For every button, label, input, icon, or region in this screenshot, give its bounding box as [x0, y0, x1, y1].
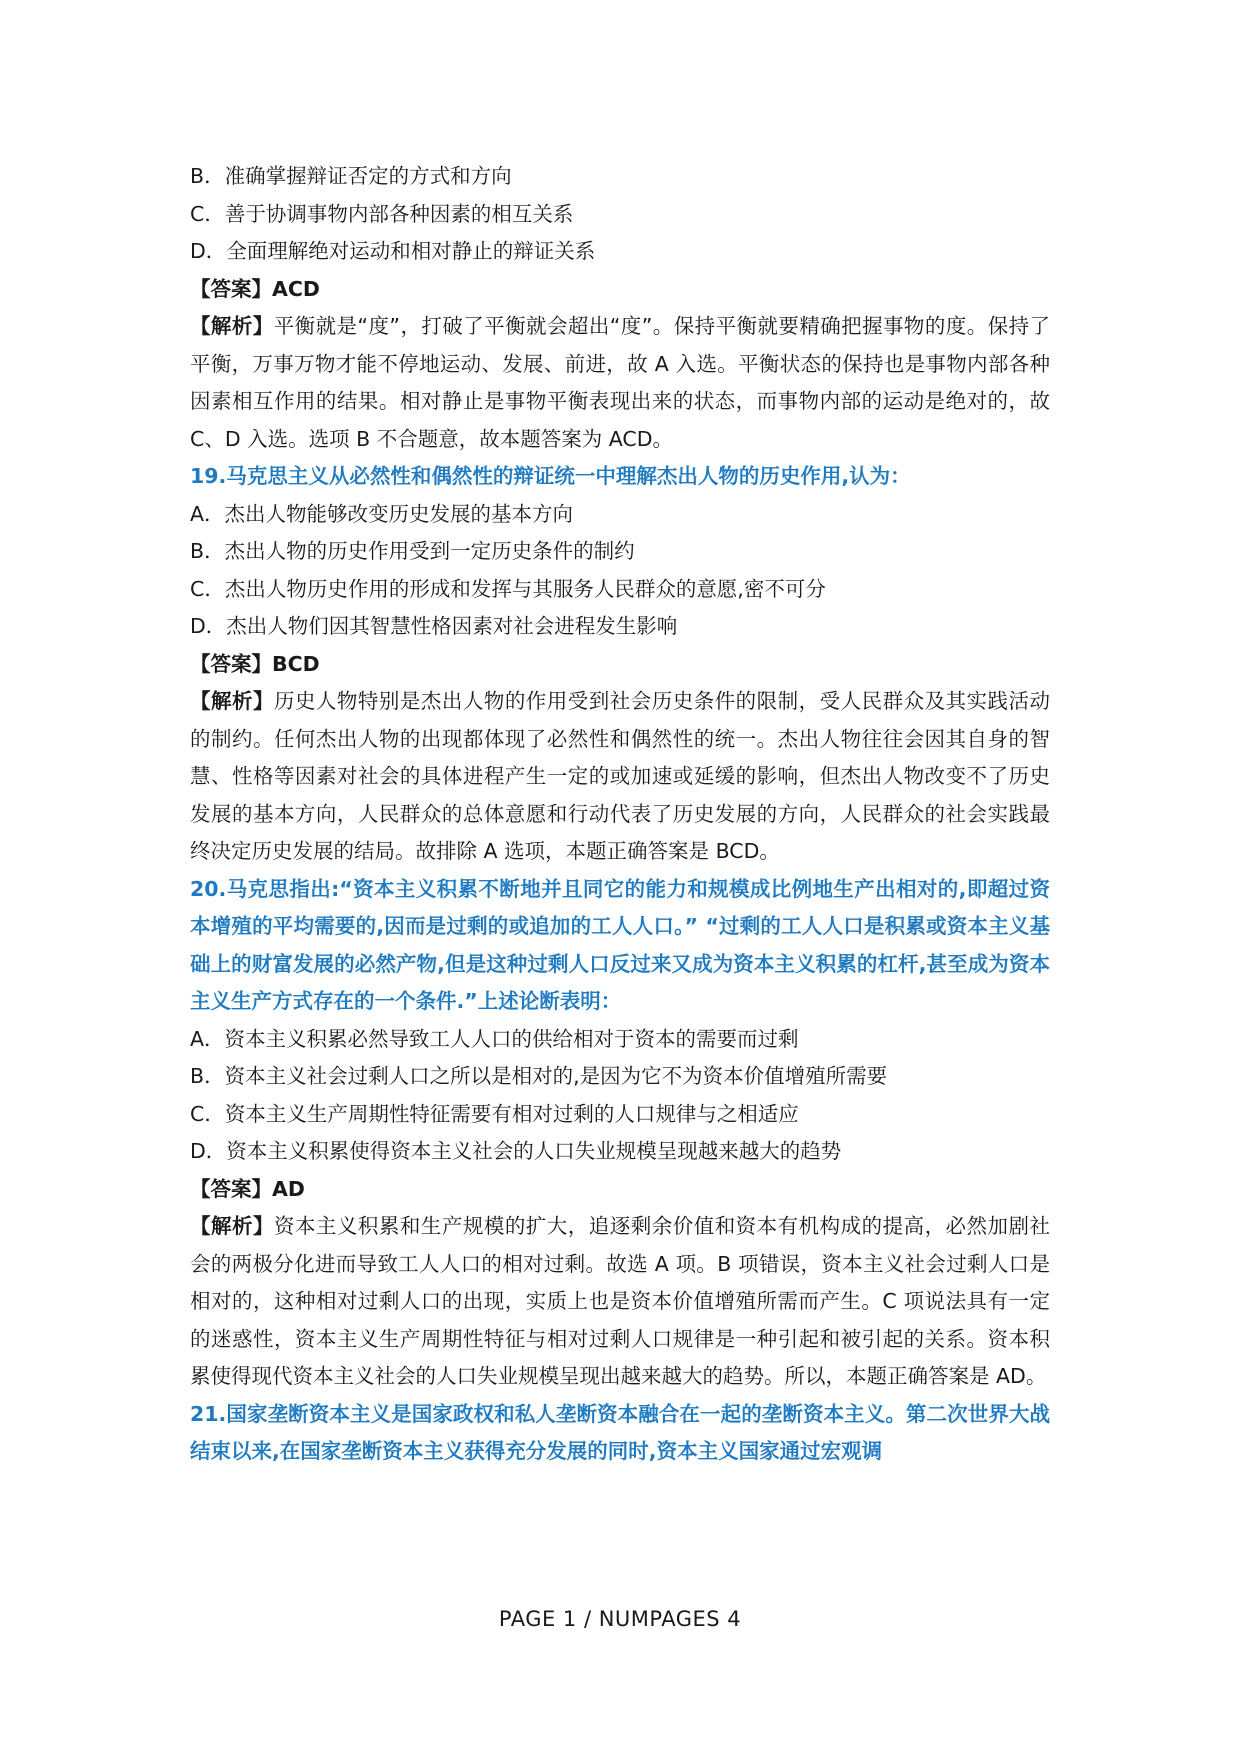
answer-value: AD	[272, 1176, 305, 1201]
q19-answer	[190, 646, 1050, 684]
analysis-tag: 【解析】	[190, 314, 274, 338]
q18-answer	[190, 271, 1050, 309]
q18-option-d: D．全面理解绝对运动和相对静止的辩证关系	[190, 239, 596, 263]
q19-option-b: B．杰出人物的历史作用受到一定历史条件的制约	[190, 539, 635, 563]
page-content	[190, 158, 1050, 1471]
analysis-tag: 【解析】	[190, 1214, 274, 1238]
q20-option-d: D．资本主义积累使得资本主义社会的人口失业规模呈现越来越大的趋势	[190, 1139, 842, 1163]
q20-question: 20.马克思指出:“资本主义积累不断地并且同它的能力和规模成比例地生产出相对的,即超过资本增殖的平均需要的,因而是过剩的或追加的工人人口。” “过剩的工人人口是积累或资本主义基础上的财富发展的必然产物,但是这种过剩人口反过来又成为资本主义积累的杠杆,甚至成为资本主义生产方式存在的一个条件.”上述论断表明：	[190, 876, 1050, 1013]
answer-tag: 【答案】	[190, 1176, 272, 1201]
q19-analysis	[190, 683, 1050, 871]
analysis-tag: 【解析】	[190, 689, 274, 713]
q18-analysis	[190, 308, 1050, 458]
q20-analysis	[190, 1208, 1050, 1396]
q21-question: 21.国家垄断资本主义是国家政权和私人垄断资本融合在一起的垄断资本主义。第二次世界大战结束以来,在国家垄断资本主义获得充分发展的同时,资本主义国家通过宏观调	[190, 1401, 1050, 1463]
analysis-text: 资本主义积累和生产规模的扩大，追逐剩余价值和资本有机构成的提高，必然加剧社会的两极分化进而导致工人人口的相对过剩。故选 A 项。B 项错误，资本主义社会过剩人口是相对的，这种相对过剩人口的出现，实质上也是资本价值增殖所需而产生。C 项说法具有一定的迷惑性，资本主义生产周期性特征与相对过剩人口规律是一种引起和被引起的关系。资本积累使得现代资本主义社会的人口失业规模呈现出越来越大的趋势。所以，本题正确答案是 AD。	[190, 1214, 1051, 1388]
q19-option-d: D．杰出人物们因其智慧性格因素对社会进程发生影响	[190, 614, 678, 638]
q19-option-a: A．杰出人物能够改变历史发展的基本方向	[190, 501, 574, 526]
q20-answer	[190, 1171, 1050, 1209]
answer-value: BCD	[272, 651, 320, 676]
page-footer: PAGE 1 / NUMPAGES 4	[498, 1607, 742, 1631]
q18-option-b: B．准确掌握辩证否定的方式和方向	[190, 164, 512, 188]
q20-option-c: C．资本主义生产周期性特征需要有相对过剩的人口规律与之相适应	[190, 1101, 799, 1126]
q20-option-b: B．资本主义社会过剩人口之所以是相对的,是因为它不为资本价值增殖所需要	[190, 1064, 888, 1088]
analysis-text: 历史人物特别是杰出人物的作用受到社会历史条件的限制，受人民群众及其实践活动的制约。任何杰出人物的出现都体现了必然性和偶然性的统一。杰出人物往往会因其自身的智慧、性格等因素对社会的具体进程产生一定的或加速或延缓的影响，但杰出人物改变不了历史发展的基本方向，人民群众的总体意愿和行动代表了历史发展的方向，人民群众的社会实践最终决定历史发展的结局。故排除 A 选项，本题正确答案是 BCD。	[190, 689, 1051, 863]
q18-option-c: C．善于协调事物内部各种因素的相互关系	[190, 201, 574, 226]
answer-tag: 【答案】	[190, 651, 272, 676]
q20-option-a: A．资本主义积累必然导致工人人口的供给相对于资本的需要而过剩	[190, 1026, 799, 1051]
q19-option-c: C．杰出人物历史作用的形成和发挥与其服务人民群众的意愿,密不可分	[190, 576, 826, 601]
answer-tag: 【答案】	[190, 276, 272, 301]
analysis-text: 平衡就是“度”，打破了平衡就会超出“度”。保持平衡就要精确把握事物的度。保持了平衡，万事万物才能不停地运动、发展、前进，故 A 入选。平衡状态的保持也是事物内部各种因素相互作用的结果。相对静止是事物平衡表现出来的状态，而事物内部的运动是绝对的，故 C、D 入选。选项 B 不合题意，故本题答案为 ACD。	[190, 314, 1050, 451]
q19-question: 19.马克思主义从必然性和偶然性的辩证统一中理解杰出人物的历史作用,认为：	[190, 464, 911, 488]
answer-value: ACD	[272, 276, 320, 301]
